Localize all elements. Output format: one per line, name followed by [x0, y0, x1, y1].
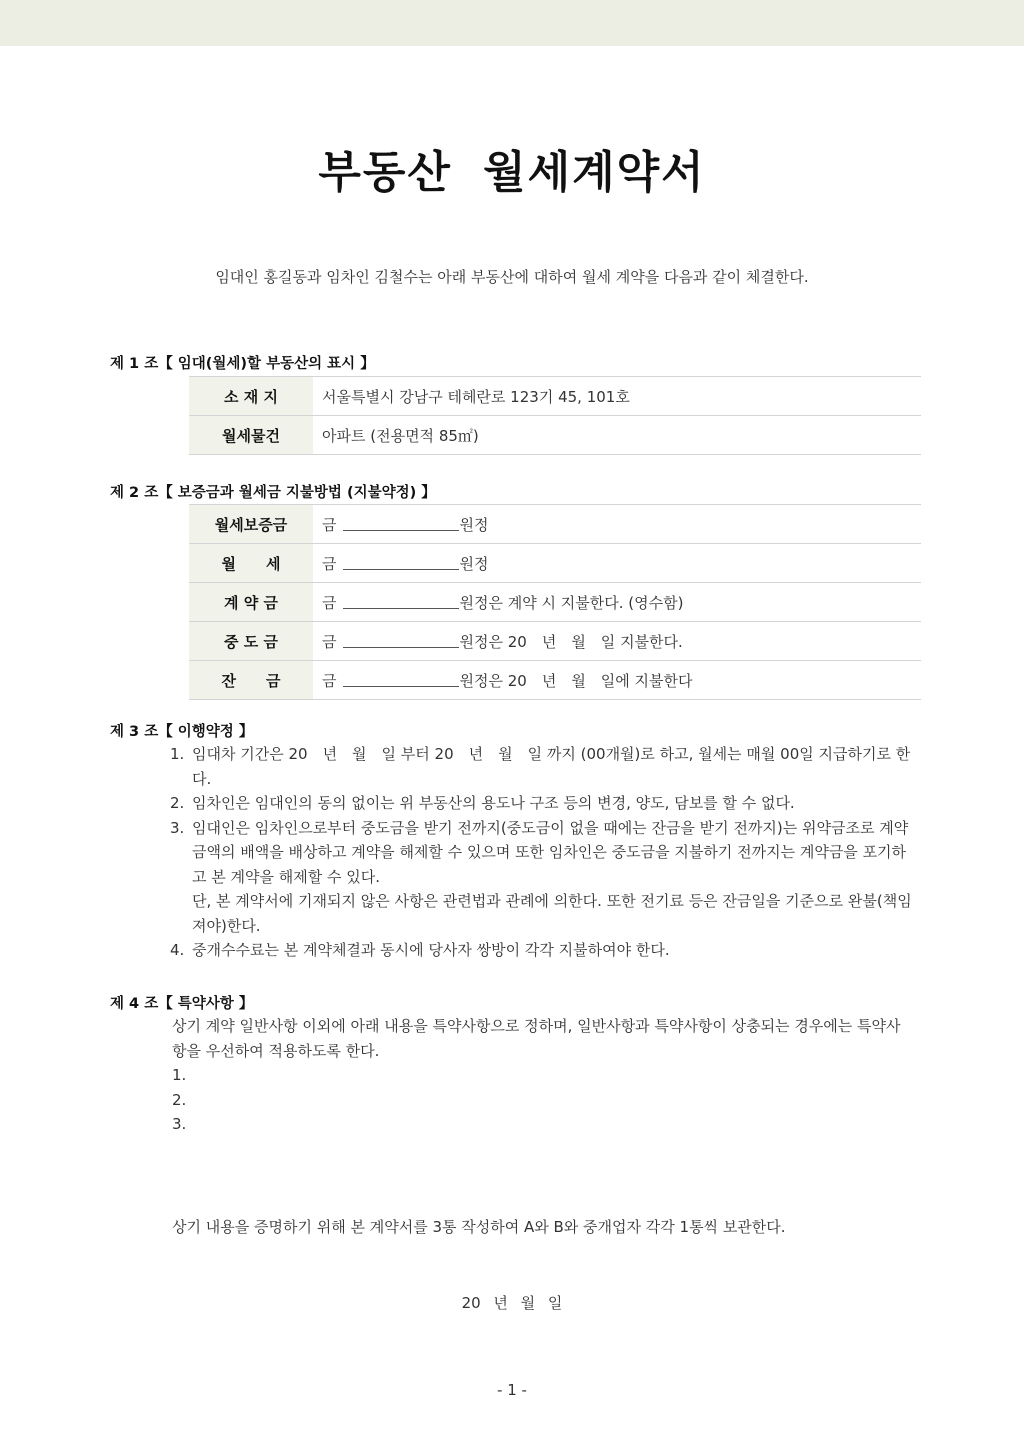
page-number: - 1 - — [497, 1381, 527, 1399]
article4-heading: 제 4 조【 특약사항 】 — [110, 996, 254, 1012]
property-type-label: 월세물건 — [189, 416, 313, 455]
interim-payment-label: 중 도 금 — [189, 622, 313, 661]
table-row — [189, 544, 921, 583]
location-label: 소 재 지 — [189, 377, 313, 416]
list-item-note: 단, 본 계약서에 기재되지 않은 사항은 관련법과 관례에 의한다. 또한 전기료 등은 잔금일을 기준으로 완불(책임져야)한다. — [192, 892, 912, 935]
location-value: 서울특별시 강남구 테헤란로 123기 45, 101호 — [313, 377, 921, 416]
list-item: 4. 중개수수료는 본 계약체결과 동시에 당사자 쌍방이 각각 지불하여야 한다. — [170, 941, 670, 959]
table-row — [189, 583, 921, 622]
monthly-rent-value: 금 원정 — [313, 544, 921, 583]
special-term-2[interactable]: 2. — [172, 1090, 187, 1109]
article3-list — [170, 742, 914, 963]
table-row — [189, 661, 921, 700]
deposit-label: 월세보증금 — [189, 505, 313, 544]
property-table — [189, 376, 921, 455]
list-item: 3. 임대인은 임차인으로부터 중도금을 받기 전까지(중도금이 없을 때에는 잔금을 받기 전까지)는 위약금조로 계약금액의 배액을 배상하고 계약을 해제할 수 있으며 또한 임차인은 중도금을 지불하기 전까지는 계약금을 포기하고 본 계약을 해제할 수 있다. 단, 본 계약서에 기재되지 않은 사항은 관련법과 관례에 의한다. 또한 전기료 등은 잔금일을 기준으로 완불(책임져야)한다. — [170, 818, 912, 935]
deposit-value: 금 원정 — [313, 505, 921, 544]
balance-label: 잔 금 — [189, 661, 313, 700]
property-type-value: 아파트 (전용면적 85㎡) — [313, 416, 921, 455]
list-item: 1. 임대차 기간은 20 년 월 일 부터 20 년 월 일 까지 (00개월)로 하고, 월세는 매월 00일 지급하기로 한다. — [170, 745, 911, 788]
amount-blank[interactable] — [343, 672, 459, 687]
table-row — [189, 505, 921, 544]
special-term-3[interactable]: 3. — [172, 1115, 187, 1133]
amount-blank[interactable] — [343, 516, 459, 531]
payment-table — [189, 504, 921, 700]
amount-blank[interactable] — [343, 555, 459, 570]
list-item-text: 임대인은 임차인으로부터 중도금을 받기 전까지(중도금이 없을 때에는 잔금을 받기 전까지)는 위약금조로 계약금액의 배액을 배상하고 계약을 해제할 수 있으며 또한 임차인은 중도금을 지불하기 전까지는 계약금을 포기하고 본 계약을 해제할 수 있다. — [192, 818, 909, 886]
amount-blank[interactable] — [343, 594, 459, 609]
document-title: 부동산 월세계약서 — [318, 147, 706, 198]
article3-heading: 제 3 조【 이행약정 】 — [110, 724, 254, 740]
down-payment-value: 금 원정은 계약 시 지불한다. (영수함) — [313, 583, 921, 622]
intro-text: 임대인 홍길동과 임차인 김철수는 아래 부동산에 대하여 월세 계약을 다음과 같이 체결한다. — [215, 268, 809, 286]
balance-value: 금 원정은 20 년 월 일에 지불한다 — [313, 661, 921, 700]
monthly-rent-label: 월 세 — [189, 544, 313, 583]
special-term-1[interactable]: 1. — [172, 1066, 187, 1084]
amount-blank[interactable] — [343, 633, 459, 648]
top-bar — [0, 0, 1024, 46]
table-row — [189, 622, 921, 661]
signature-date: 20 년 월 일 — [461, 1294, 563, 1312]
table-row — [189, 416, 921, 455]
closing-statement: 상기 내용을 증명하기 위해 본 계약서를 3통 작성하여 A와 B와 중개업자 각각 1통씩 보관한다. — [172, 1218, 786, 1236]
interim-payment-value: 금 원정은 20 년 월 일 지불한다. — [313, 622, 921, 661]
table-row — [189, 377, 921, 416]
article1-heading: 제 1 조【 임대(월세)할 부동산의 표시 】 — [110, 356, 375, 372]
special-terms-text: 상기 계약 일반사항 이외에 아래 내용을 특약사항으로 정하며, 일반사항과 특약사항이 상충되는 경우에는 특약사항을 우선하여 적용하도록 한다. 1. 2. 3. — [172, 1014, 914, 1137]
list-item: 2. 임차인은 임대인의 동의 없이는 위 부동산의 용도나 구조 등의 변경, 양도, 담보를 할 수 없다. — [170, 794, 795, 812]
down-payment-label: 계 약 금 — [189, 583, 313, 622]
article2-heading: 제 2 조【 보증금과 월세금 지불방법 (지불약정) 】 — [110, 485, 436, 501]
